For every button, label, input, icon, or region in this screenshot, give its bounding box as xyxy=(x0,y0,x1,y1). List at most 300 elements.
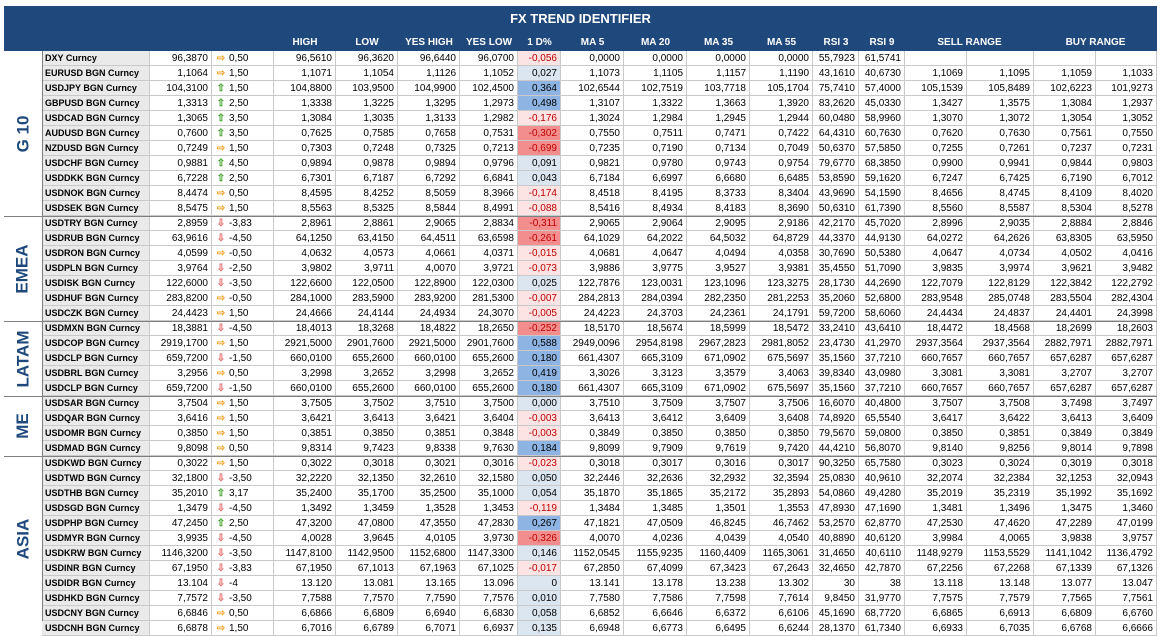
ylow-cell: 122,0300 xyxy=(460,276,518,291)
s2-cell: 18,4568 xyxy=(967,321,1034,336)
ma5-cell: 0,7235 xyxy=(561,141,624,156)
ma5-cell: 284,2813 xyxy=(561,291,624,306)
region-group xyxy=(4,216,43,321)
ma5-cell: 0,3018 xyxy=(561,456,624,471)
ma20-cell: 1,3485 xyxy=(624,501,687,516)
s1-cell: 6,6865 xyxy=(905,606,967,621)
ma5-cell: 0,9821 xyxy=(561,156,624,171)
right-arrow-icon: ⇨ xyxy=(216,188,226,199)
trend-cell xyxy=(212,246,274,261)
one-day-change-cell: 0,180 xyxy=(518,351,561,366)
last-cell: 2,8959 xyxy=(150,216,212,231)
trend-cell xyxy=(212,96,274,111)
ma5-cell: 6,6852 xyxy=(561,606,624,621)
ma55-cell: 4,0540 xyxy=(750,531,813,546)
trend-cell xyxy=(212,621,274,636)
trend-cell xyxy=(212,426,274,441)
low-cell: 8,5325 xyxy=(336,201,398,216)
table-row xyxy=(4,516,1157,531)
rsi3-cell: 30,7690 xyxy=(813,246,859,261)
trend-score: 1,50 xyxy=(229,458,249,469)
b1-cell: 3,9621 xyxy=(1034,261,1096,276)
trend-cell xyxy=(212,351,274,366)
table-row xyxy=(4,606,1157,621)
table-row xyxy=(4,276,1157,291)
ma35-cell: 671,0902 xyxy=(687,381,750,396)
table-row xyxy=(4,576,1157,591)
rsi3-cell: 25,0830 xyxy=(813,471,859,486)
last-cell: 104,3100 xyxy=(150,81,212,96)
ma5-cell: 8,4518 xyxy=(561,186,624,201)
rsi3-cell: 35,1560 xyxy=(813,381,859,396)
high-cell: 0,3022 xyxy=(274,456,336,471)
s2-cell: 1153,5529 xyxy=(967,546,1034,561)
ma5-cell: 661,4307 xyxy=(561,381,624,396)
ma55-cell: 67,2643 xyxy=(750,561,813,576)
rsi3-cell: 31,4650 xyxy=(813,546,859,561)
high-cell: 1,3084 xyxy=(274,111,336,126)
ma55-cell: 35,2893 xyxy=(750,486,813,501)
b1-cell: 6,7190 xyxy=(1034,171,1096,186)
rsi9-cell: 40,4800 xyxy=(859,396,905,411)
ma55-cell: 32,3594 xyxy=(750,471,813,486)
b2-cell: 18,2603 xyxy=(1096,321,1157,336)
rsi3-cell: 53,8590 xyxy=(813,171,859,186)
ma55-cell: 6,6485 xyxy=(750,171,813,186)
trend-cell xyxy=(212,216,274,231)
trend-cell xyxy=(212,366,274,381)
yhigh-cell: 32,2610 xyxy=(398,471,460,486)
ma20-cell: 7,7586 xyxy=(624,591,687,606)
low-cell: 96,3620 xyxy=(336,51,398,66)
high-cell: 8,5563 xyxy=(274,201,336,216)
yhigh-cell: 47,3550 xyxy=(398,516,460,531)
trend-score: 0,50 xyxy=(229,368,249,379)
s2-cell: 660,7657 xyxy=(967,351,1034,366)
ticker-cell: USDISK BGN Curncy xyxy=(42,276,150,291)
rsi3-cell: 30 xyxy=(813,576,859,591)
rsi3-cell: 9,8450 xyxy=(813,591,859,606)
ma35-cell: 282,2350 xyxy=(687,291,750,306)
rsi3-cell: 33,2410 xyxy=(813,321,859,336)
high-cell: 0,3851 xyxy=(274,426,336,441)
table-row xyxy=(4,396,1157,411)
low-cell: 3,7502 xyxy=(336,396,398,411)
one-day-change-cell: -0,119 xyxy=(518,501,561,516)
trend-score: 1,50 xyxy=(229,308,249,319)
rsi3-cell: 42,2170 xyxy=(813,216,859,231)
rsi3-cell: 28,1730 xyxy=(813,276,859,291)
s1-cell: 7,7575 xyxy=(905,591,967,606)
s1-cell: 18,4472 xyxy=(905,321,967,336)
s2-cell: 35,2319 xyxy=(967,486,1034,501)
table-row xyxy=(4,321,1157,336)
ma55-cell: 6,6244 xyxy=(750,621,813,636)
trend-cell xyxy=(212,561,274,576)
last-cell: 3,2956 xyxy=(150,366,212,381)
ylow-cell: 3,6404 xyxy=(460,411,518,426)
last-cell: 47,2450 xyxy=(150,516,212,531)
ticker-cell: USDKRW BGN Curncy xyxy=(42,546,150,561)
last-cell: 0,7249 xyxy=(150,141,212,156)
s1-cell: 47,2530 xyxy=(905,516,967,531)
b2-cell: 0,3849 xyxy=(1096,426,1157,441)
ylow-cell: 6,6830 xyxy=(460,606,518,621)
ylow-cell: 2901,7600 xyxy=(460,336,518,351)
table-row xyxy=(4,471,1157,486)
region-group xyxy=(4,51,43,216)
rsi3-cell: 16,6070 xyxy=(813,396,859,411)
trend-score: 3,17 xyxy=(229,488,249,499)
yhigh-cell: 8,5844 xyxy=(398,201,460,216)
s2-cell: 660,7657 xyxy=(967,381,1034,396)
yhigh-cell: 122,8900 xyxy=(398,276,460,291)
yhigh-cell: 0,7325 xyxy=(398,141,460,156)
rsi9-cell: 44,2690 xyxy=(859,276,905,291)
s2-cell: 6,6913 xyxy=(967,606,1034,621)
s2-cell: 1,1095 xyxy=(967,66,1034,81)
yhigh-cell: 660,0100 xyxy=(398,381,460,396)
ticker-cell: EURUSD BGN Curncy xyxy=(42,66,150,81)
one-day-change-cell: 0,010 xyxy=(518,591,561,606)
ma35-cell: 2,9095 xyxy=(687,216,750,231)
low-cell: 32,1350 xyxy=(336,471,398,486)
ma35-cell: 3,7507 xyxy=(687,396,750,411)
rsi3-cell: 40,8890 xyxy=(813,531,859,546)
table-row xyxy=(4,306,1157,321)
rsi9-cell: 41,2970 xyxy=(859,336,905,351)
b2-cell: 9,7898 xyxy=(1096,441,1157,456)
b2-cell: 32,0943 xyxy=(1096,471,1157,486)
ma20-cell: 8,4195 xyxy=(624,186,687,201)
b2-cell: 47,0199 xyxy=(1096,516,1157,531)
ma55-cell: 4,0358 xyxy=(750,246,813,261)
rsi9-cell: 65,7580 xyxy=(859,456,905,471)
s1-cell: 283,9548 xyxy=(905,291,967,306)
ma35-cell: 7,7598 xyxy=(687,591,750,606)
ma20-cell: 8,4934 xyxy=(624,201,687,216)
table-row xyxy=(4,426,1157,441)
down-arrow-icon: ⇩ xyxy=(216,533,226,544)
ylow-cell: 1,2973 xyxy=(460,96,518,111)
ma55-cell: 2,9186 xyxy=(750,216,813,231)
rsi9-cell: 38 xyxy=(859,576,905,591)
ticker-cell: USDBRL BGN Curncy xyxy=(42,366,150,381)
b2-cell: 0,7550 xyxy=(1096,126,1157,141)
ma35-cell: 671,0902 xyxy=(687,351,750,366)
high-cell: 122,6600 xyxy=(274,276,336,291)
rsi3-cell: 23,4730 xyxy=(813,336,859,351)
b1-cell: 3,9838 xyxy=(1034,531,1096,546)
ma35-cell: 0,0000 xyxy=(687,51,750,66)
trend-cell xyxy=(212,336,274,351)
table-row xyxy=(4,456,1157,471)
table-title: FX TREND IDENTIFIER xyxy=(4,6,1157,30)
trend-cell xyxy=(212,141,274,156)
ylow-cell: 2,8834 xyxy=(460,216,518,231)
ticker-cell: USDSEK BGN Curncy xyxy=(42,201,150,216)
b2-cell: 0,3018 xyxy=(1096,456,1157,471)
rsi9-cell: 68,3850 xyxy=(859,156,905,171)
ylow-cell: 7,7576 xyxy=(460,591,518,606)
high-cell: 660,0100 xyxy=(274,381,336,396)
s1-cell: 0,7620 xyxy=(905,126,967,141)
ma55-cell: 1165,3061 xyxy=(750,546,813,561)
s1-cell: 0,3023 xyxy=(905,456,967,471)
up-arrow-icon: ⇧ xyxy=(216,518,226,529)
s1-cell: 2937,3564 xyxy=(905,336,967,351)
ma35-cell: 46,8245 xyxy=(687,516,750,531)
ma20-cell: 1,2984 xyxy=(624,111,687,126)
low-cell: 1,1054 xyxy=(336,66,398,81)
low-cell: 3,9645 xyxy=(336,531,398,546)
ma35-cell: 0,7471 xyxy=(687,126,750,141)
b2-cell: 67,1326 xyxy=(1096,561,1157,576)
trend-score: 4,50 xyxy=(229,158,249,169)
ma5-cell: 0,3849 xyxy=(561,426,624,441)
ticker-cell: USDCHF BGN Curncy xyxy=(42,156,150,171)
ylow-cell: 9,7630 xyxy=(460,441,518,456)
one-day-change-cell: -0,007 xyxy=(518,291,561,306)
b1-cell: 2,8884 xyxy=(1034,216,1096,231)
low-cell: 3,9711 xyxy=(336,261,398,276)
trend-cell xyxy=(212,591,274,606)
b1-cell: 7,7565 xyxy=(1034,591,1096,606)
one-day-change-cell: -0,003 xyxy=(518,426,561,441)
s2-cell: 2937,3564 xyxy=(967,336,1034,351)
up-arrow-icon: ⇧ xyxy=(216,83,226,94)
ma20-cell: 6,6773 xyxy=(624,621,687,636)
ticker-cell: USDHKD BGN Curncy xyxy=(42,591,150,606)
rsi3-cell: 64,4310 xyxy=(813,126,859,141)
s1-cell: 6,6933 xyxy=(905,621,967,636)
ticker-cell: USDMAD BGN Curncy xyxy=(42,441,150,456)
last-cell: 9,8098 xyxy=(150,441,212,456)
ylow-cell: 1,3453 xyxy=(460,501,518,516)
b2-cell: 8,4020 xyxy=(1096,186,1157,201)
ma20-cell: 284,0394 xyxy=(624,291,687,306)
ylow-cell: 0,7531 xyxy=(460,126,518,141)
group-divider xyxy=(4,396,1157,397)
s1-cell: 35,2019 xyxy=(905,486,967,501)
last-cell: 96,3870 xyxy=(150,51,212,66)
trend-score: 3,50 xyxy=(229,128,249,139)
s1-cell: 0,7255 xyxy=(905,141,967,156)
last-cell: 0,3022 xyxy=(150,456,212,471)
ma5-cell: 0,0000 xyxy=(561,51,624,66)
table-row xyxy=(4,51,1157,66)
ma20-cell: 3,9775 xyxy=(624,261,687,276)
one-day-change-cell: 0,054 xyxy=(518,486,561,501)
low-cell: 0,7248 xyxy=(336,141,398,156)
b1-cell: 0,7561 xyxy=(1034,126,1096,141)
s1-cell: 1,1069 xyxy=(905,66,967,81)
rsi3-cell: 44,3370 xyxy=(813,231,859,246)
last-cell: 0,9881 xyxy=(150,156,212,171)
yhigh-cell: 1,3133 xyxy=(398,111,460,126)
b2-cell: 0,9803 xyxy=(1096,156,1157,171)
yhigh-cell: 6,6940 xyxy=(398,606,460,621)
ma20-cell: 6,6997 xyxy=(624,171,687,186)
ma35-cell: 1,3663 xyxy=(687,96,750,111)
s1-cell: 64,0272 xyxy=(905,231,967,246)
low-cell: 6,7187 xyxy=(336,171,398,186)
b1-cell: 9,8014 xyxy=(1034,441,1096,456)
s2-cell: 64,2626 xyxy=(967,231,1034,246)
ticker-cell: USDHUF BGN Curncy xyxy=(42,291,150,306)
ma35-cell: 1,2945 xyxy=(687,111,750,126)
ticker-cell: USDPLN BGN Curncy xyxy=(42,261,150,276)
ylow-cell: 63,6598 xyxy=(460,231,518,246)
ma20-cell: 665,3109 xyxy=(624,381,687,396)
column-header: RSI 9 xyxy=(869,37,895,48)
trend-cell xyxy=(212,576,274,591)
trend-score: 1,50 xyxy=(229,338,249,349)
ma55-cell: 1,3920 xyxy=(750,96,813,111)
column-header: YES HIGH xyxy=(405,37,453,48)
trend-score: 1,50 xyxy=(229,68,249,79)
trend-score: -3,50 xyxy=(229,278,252,289)
rsi3-cell: 35,2060 xyxy=(813,291,859,306)
table-row xyxy=(4,441,1157,456)
rsi3-cell: 28,1370 xyxy=(813,621,859,636)
right-arrow-icon: ⇨ xyxy=(216,368,226,379)
b1-cell: 657,6287 xyxy=(1034,351,1096,366)
ticker-cell: USDTHB BGN Curncy xyxy=(42,486,150,501)
high-cell: 32,2220 xyxy=(274,471,336,486)
high-cell: 7,7588 xyxy=(274,591,336,606)
rsi3-cell: 35,4550 xyxy=(813,261,859,276)
ma5-cell: 3,9886 xyxy=(561,261,624,276)
ma20-cell: 9,7909 xyxy=(624,441,687,456)
trend-score: 1,50 xyxy=(229,398,249,409)
one-day-change-cell: 0,588 xyxy=(518,336,561,351)
trend-score: 2,50 xyxy=(229,98,249,109)
rsi9-cell: 51,7090 xyxy=(859,261,905,276)
rsi3-cell: 50,6310 xyxy=(813,201,859,216)
yhigh-cell: 64,4511 xyxy=(398,231,460,246)
ylow-cell: 13.096 xyxy=(460,576,518,591)
ma35-cell: 3,9527 xyxy=(687,261,750,276)
column-header: MA 5 xyxy=(580,37,605,48)
ma5-cell: 3,3026 xyxy=(561,366,624,381)
trend-cell xyxy=(212,486,274,501)
ticker-cell: USDINR BGN Curncy xyxy=(42,561,150,576)
b1-cell: 122,3842 xyxy=(1034,276,1096,291)
group-divider xyxy=(4,321,1157,322)
b2-cell: 1,3052 xyxy=(1096,111,1157,126)
b2-cell: 3,7497 xyxy=(1096,396,1157,411)
trend-cell xyxy=(212,411,274,426)
high-cell: 1,3492 xyxy=(274,501,336,516)
ma5-cell: 35,1870 xyxy=(561,486,624,501)
rsi9-cell: 45,7020 xyxy=(859,216,905,231)
ma35-cell: 67,3423 xyxy=(687,561,750,576)
yhigh-cell: 8,5059 xyxy=(398,186,460,201)
s1-cell: 8,5560 xyxy=(905,201,967,216)
rsi9-cell: 68,7720 xyxy=(859,606,905,621)
rsi3-cell: 32,4650 xyxy=(813,561,859,576)
one-day-change-cell: -0,017 xyxy=(518,561,561,576)
high-cell: 0,9894 xyxy=(274,156,336,171)
ma55-cell: 0,0000 xyxy=(750,51,813,66)
ma55-cell: 675,5697 xyxy=(750,381,813,396)
trend-cell xyxy=(212,111,274,126)
s1-cell: 1148,9279 xyxy=(905,546,967,561)
up-arrow-icon: ⇧ xyxy=(216,488,226,499)
ma35-cell: 6,6372 xyxy=(687,606,750,621)
yhigh-cell: 24,4934 xyxy=(398,306,460,321)
yhigh-cell: 0,9894 xyxy=(398,156,460,171)
ma20-cell: 3,3123 xyxy=(624,366,687,381)
rsi3-cell: 50,6370 xyxy=(813,141,859,156)
column-header: LOW xyxy=(355,37,379,48)
column-header: 1 D% xyxy=(527,37,552,48)
s2-cell: 1,3496 xyxy=(967,501,1034,516)
s1-cell: 660,7657 xyxy=(905,351,967,366)
region-group xyxy=(4,456,43,621)
rsi9-cell: 56,8070 xyxy=(859,441,905,456)
trend-cell xyxy=(212,261,274,276)
b2-cell: 3,9757 xyxy=(1096,531,1157,546)
right-arrow-icon: ⇨ xyxy=(216,428,226,439)
column-header: RSI 3 xyxy=(823,37,849,48)
down-arrow-icon: ⇩ xyxy=(216,263,226,274)
one-day-change-cell: 0,267 xyxy=(518,516,561,531)
table-row xyxy=(4,546,1157,561)
s2-cell: 47,4620 xyxy=(967,516,1034,531)
low-cell: 1142,9500 xyxy=(336,546,398,561)
s1-cell: 8,4656 xyxy=(905,186,967,201)
right-arrow-icon: ⇨ xyxy=(216,68,226,79)
high-cell: 4,0632 xyxy=(274,246,336,261)
last-cell: 8,4474 xyxy=(150,186,212,201)
ma20-cell: 0,7511 xyxy=(624,126,687,141)
rsi3-cell: 43,9690 xyxy=(813,186,859,201)
ma35-cell: 24,2361 xyxy=(687,306,750,321)
column-header: MA 20 xyxy=(640,37,671,48)
trend-score: 1,50 xyxy=(229,428,249,439)
table-row xyxy=(4,81,1157,96)
rsi3-cell: 45,1690 xyxy=(813,606,859,621)
yhigh-cell: 96,6440 xyxy=(398,51,460,66)
ma5-cell: 1,1073 xyxy=(561,66,624,81)
rsi9-cell: 49,4280 xyxy=(859,486,905,501)
trend-cell xyxy=(212,441,274,456)
ma20-cell: 13.178 xyxy=(624,576,687,591)
down-arrow-icon: ⇩ xyxy=(216,563,226,574)
high-cell: 1,3338 xyxy=(274,96,336,111)
one-day-change-cell: 0,027 xyxy=(518,66,561,81)
ma55-cell: 3,7506 xyxy=(750,396,813,411)
s2-cell: 0,3851 xyxy=(967,426,1034,441)
s2-cell: 2,9035 xyxy=(967,216,1034,231)
low-cell: 6,6789 xyxy=(336,621,398,636)
yhigh-cell: 13.165 xyxy=(398,576,460,591)
ma20-cell: 3,6412 xyxy=(624,411,687,426)
last-cell: 4,0599 xyxy=(150,246,212,261)
ma5-cell: 32,2446 xyxy=(561,471,624,486)
b2-cell: 6,7012 xyxy=(1096,171,1157,186)
yhigh-cell: 3,2998 xyxy=(398,366,460,381)
b1-cell: 35,1992 xyxy=(1034,486,1096,501)
ma35-cell: 9,7619 xyxy=(687,441,750,456)
one-day-change-cell: -0,311 xyxy=(518,216,561,231)
table-row xyxy=(4,291,1157,306)
ma55-cell: 8,3404 xyxy=(750,186,813,201)
ticker-cell: USDMXN BGN Curncy xyxy=(42,321,150,336)
low-cell: 47,0800 xyxy=(336,516,398,531)
